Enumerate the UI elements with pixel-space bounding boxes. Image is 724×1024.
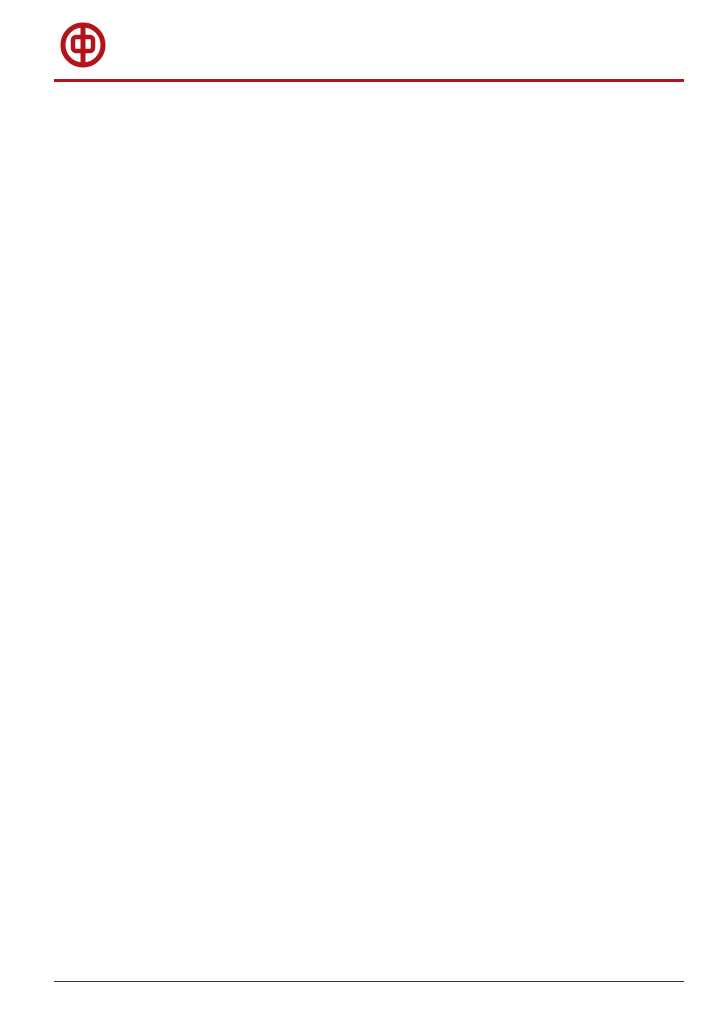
page-header <box>0 0 724 90</box>
bank-of-china-logo-icon <box>60 22 106 68</box>
footer-rule <box>54 981 684 982</box>
header-rule <box>54 79 684 82</box>
